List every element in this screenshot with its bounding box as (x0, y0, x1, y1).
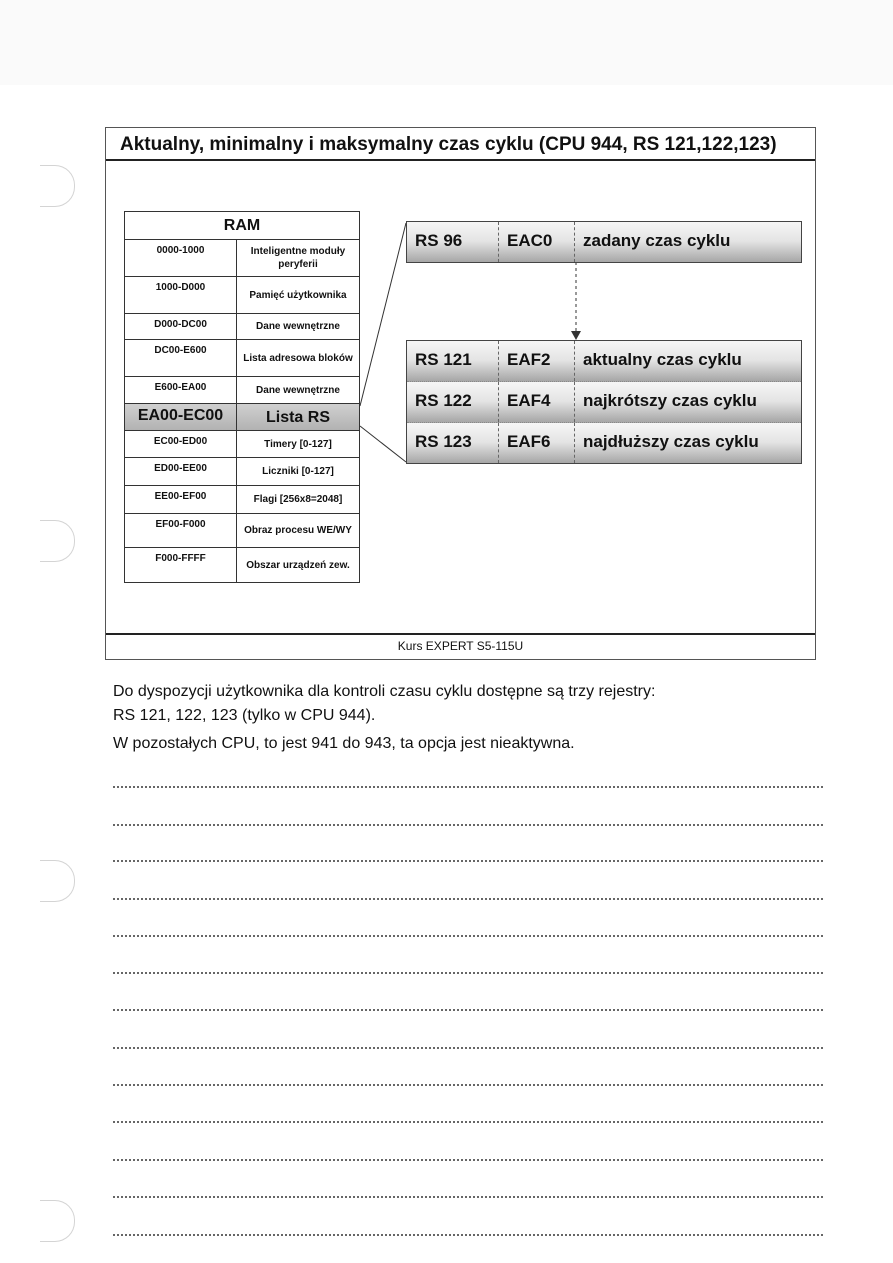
register-description: aktualny czas cyklu (583, 350, 742, 369)
register-row (407, 381, 801, 422)
dotted-writing-line (113, 898, 823, 900)
dotted-writing-line (113, 1234, 823, 1236)
ram-address: 0000-1000 (125, 240, 237, 276)
connector-line-top (360, 223, 406, 406)
ram-description: Lista adresowa bloków (243, 352, 353, 364)
ram-address: EE00-EF00 (125, 486, 237, 513)
punch-hole (40, 860, 75, 902)
ram-address: EA00-EC00 (125, 404, 237, 430)
punch-hole (40, 520, 75, 562)
punch-hole (40, 165, 75, 207)
arrow-head-icon (571, 331, 581, 340)
paragraph-line: W pozostałych CPU, to jest 941 do 943, ta opcja jest nieaktywna. (113, 735, 575, 752)
dotted-writing-line (113, 935, 823, 937)
punch-hole (40, 1200, 75, 1242)
register-address: EAF6 (499, 423, 575, 463)
register-address: EAC0 (499, 222, 575, 262)
register-description: najdłuższy czas cyklu (583, 432, 759, 451)
register-description: najkrótszy czas cyklu (583, 391, 757, 410)
ram-description: Liczniki [0-127] (262, 466, 334, 477)
connector-line-bottom (360, 426, 406, 462)
footer-rule (106, 633, 815, 635)
ram-address: F000-FFFF (125, 548, 237, 582)
slide-footer: Kurs EXPERT S5-115U (397, 639, 524, 653)
ram-address: 1000-D000 (125, 277, 237, 313)
ram-address: E600-EA00 (125, 377, 237, 403)
ram-address: DC00-E600 (125, 340, 237, 376)
dotted-writing-line (113, 972, 823, 974)
register-row (407, 422, 801, 463)
ram-description: Flagi [256x8=2048] (253, 494, 343, 505)
register-name: RS 123 (407, 423, 499, 463)
register-address: EAF4 (499, 382, 575, 422)
dotted-writing-line (113, 1084, 823, 1086)
register-row (407, 341, 801, 381)
register-name: RS 122 (407, 382, 499, 422)
dotted-writing-line (113, 860, 823, 862)
register-name: RS 96 (407, 222, 499, 262)
register-name: RS 121 (407, 341, 499, 381)
ram-header: RAM (125, 212, 359, 240)
slide-title: Aktualny, minimalny i maksymalny czas cyklu (CPU 944, RS 121,122,123) (120, 134, 777, 155)
paragraph-line: Do dyspozycji użytkownika dla kontroli czasu cyklu dostępne są trzy rejestry: (113, 683, 656, 700)
register-box-setpoint (406, 221, 802, 263)
dotted-writing-line (113, 1121, 823, 1123)
ram-address: EC00-ED00 (125, 431, 237, 457)
ram-address: D000-DC00 (125, 314, 237, 339)
slide-frame (105, 127, 816, 660)
dotted-writing-line (113, 1009, 823, 1011)
dotted-writing-line (113, 1159, 823, 1161)
register-description: zadany czas cyklu (583, 231, 731, 250)
dotted-writing-line (113, 786, 823, 788)
ram-address: ED00-EE00 (125, 458, 237, 485)
register-address: EAF2 (499, 341, 575, 381)
register-box-cycle-times (406, 340, 802, 464)
dotted-writing-line (113, 824, 823, 826)
ram-address: EF00-F000 (125, 514, 237, 547)
ram-description: Obszar urządzeń zew. (246, 559, 350, 571)
ram-description: Dane wewnętrzne (256, 384, 340, 396)
ram-description: Inteligentne moduły peryferii (250, 246, 346, 270)
ram-description: Obraz procesu WE/WY (244, 525, 352, 536)
ram-description: Dane wewnętrzne (256, 321, 340, 332)
dotted-writing-line (113, 1196, 823, 1198)
ram-description: Timery [0-127] (264, 438, 332, 450)
ram-description: Pamięć użytkownika (249, 289, 347, 301)
page-top-shadow (0, 0, 893, 85)
paragraph-line: RS 121, 122, 123 (tylko w CPU 944). (113, 707, 376, 724)
dotted-writing-line (113, 1047, 823, 1049)
ram-description: Lista RS (265, 408, 330, 426)
register-row (407, 222, 801, 262)
